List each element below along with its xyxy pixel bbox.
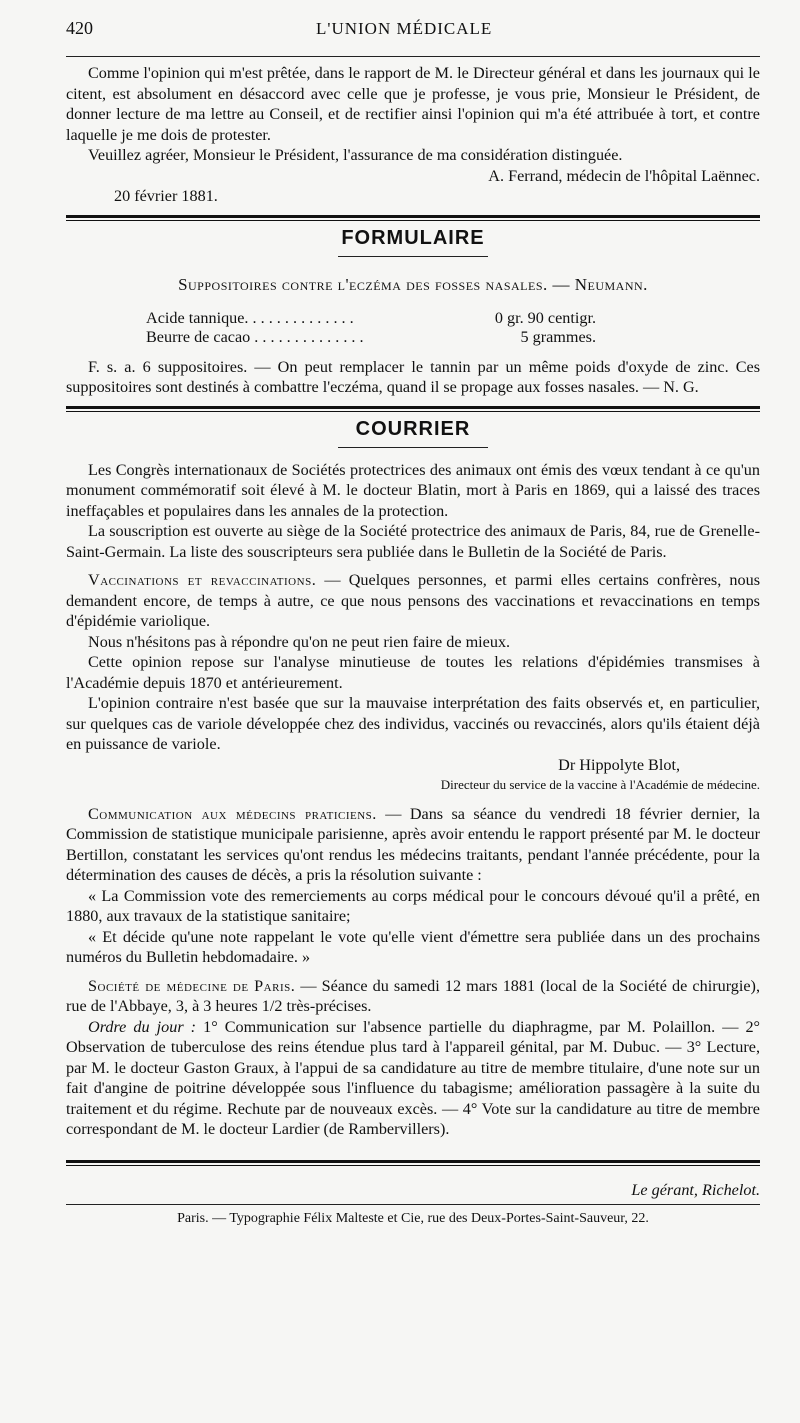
recipe-title: Suppositoires contre l'eczéma des fosses nasales. — Neumann. [178, 274, 648, 294]
ordre-du-jour-text: 1° Communication sur l'absence partielle du diaphragme, par M. Polaillon. — 2° Observation de tuberculose des reins étendue plus tard à l'appareil génital, par M. Dubuc. — 3° Lecture, par M. le docteur Gaston Graux, à l'appui de sa candidature au titre de membre titulaire, d'une note sur un fait d'angine de poitrine développée sous l'influence du tabagisme; amélioration passagère à la suite du traitement et du régime. Rechute par de nouveaux excès. — 4° Vote sur la candidature au titre de membre correspondant de M. le docteur Lardier (de Rambervillers). [66, 1017, 761, 1138]
societe-paragraph [66, 976, 760, 1017]
imprint-rule [66, 1204, 760, 1205]
resolution-paragraph-2: « Et décide qu'une note rappelant le vote qu'elle vient d'émettre sera publiée dans un des prochains numéros du Bulletin hebdomadaire. » [66, 927, 760, 966]
vaccinations-paragraph-2: Nous n'hésitons pas à répondre qu'on ne peut rien faire de mieux. [88, 632, 511, 651]
ingredient-row [146, 328, 596, 347]
societe-text: — Séance du samedi 12 mars 1881 (local de la Société de chirurgie), rue de l'Abbaye, 3, à 3 heures 1/2 très-précises. [66, 976, 760, 1015]
ingredient-row [146, 309, 596, 328]
communication-label: Communication aux médecins praticiens. [88, 804, 377, 823]
societe-label: Société de médecine de Paris. [88, 976, 296, 995]
printer-imprint: Paris. — Typographie Félix Malteste et Cie, rue des Deux-Portes-Saint-Sauveur, 22. [177, 1211, 649, 1226]
vaccinations-paragraph-4: L'opinion contraire n'est basée que sur la mauvaise interprétation des faits observés et, en particulier, sur quelques cas de variole développée chez des individus, vaccinés ou revaccinés, alors qu'ils étaient déjà en puissance de variole. [66, 694, 760, 753]
ingredient-amount: 5 grammes. [520, 327, 596, 346]
page-number: 420 [66, 18, 93, 38]
vaccinations-paragraph [66, 570, 760, 632]
resolution-paragraph-1: « La Commission vote des remerciements au corps médical pour le concours dévoué qu'il a prêté, en 1880, aux travaux de la statistique sanitaire; [66, 886, 760, 925]
ingredient-amount: 0 gr. 90 centigr. [494, 308, 596, 327]
journal-title: L'UNION MÉDICALE [316, 19, 493, 38]
vaccinations-text: — Quelques personnes, et parmi elles certains confrères, nous demandent encore, de temps à autre, ce que nous pensons des vaccinations et revaccinations en temps d'épidémie variolique. [66, 571, 761, 630]
communication-text: — Dans sa séance du vendredi 18 février dernier, la Commission de statistique municipale parisienne, après avoir entendu le rapport présenté par M. le docteur Bertillon, constatant les services qu'ont rendus les médecins traitants, pendant l'année précédente, pour la détermination des causes de décès, a pris la résolution suivante : [66, 804, 760, 884]
communication-paragraph [66, 804, 760, 886]
ingredient-name: Acide tannique. . . . . . . . . . . . . . [146, 308, 354, 327]
letter-paragraph: Comme l'opinion qui m'est prêtée, dans le rapport de M. le Directeur général et dans les journaux qui le citent, est absolument en désaccord avec celle que je professe, je vous prie, Monsieur le Président, de donner lecture de ma lettre au Conseil, et de rectifier ainsi l'opinion qui m'a été attribuée à tort, et contre laquelle je me dois de protester. [66, 64, 760, 144]
letter-closing: Veuillez agréer, Monsieur le Président, l'assurance de ma considération distinguée. [88, 146, 623, 164]
running-head [66, 18, 760, 52]
vaccinations-paragraph-3: Cette opinion repose sur l'analyse minutieuse de toutes les relations d'épidémies transmises à l'Académie depuis 1870 et antérieurement. [66, 653, 760, 692]
souscription-paragraph: La souscription est ouverte au siège de la Société protectrice des animaux de Paris, 84, rue de Grenelle-Saint-Germain. La liste des souscripteurs sera publiée dans le Bulletin de la Société de Paris. [66, 522, 760, 561]
vaccinations-label: Vaccinations et revaccinations. [88, 571, 317, 589]
blot-title: Directeur du service de la vaccine à l'Académie de médecine. [440, 777, 760, 792]
section-rule [66, 406, 760, 412]
section-rule [66, 215, 760, 221]
letter-signature: A. Ferrand, médecin de l'hôpital Laënnec. [488, 166, 760, 185]
courrier-heading: COURRIER [355, 417, 471, 440]
letter-date: 20 février 1881. [114, 187, 218, 205]
heading-underline [338, 256, 488, 257]
blot-signature: Dr Hippolyte Blot, [558, 755, 680, 774]
header-rule [66, 56, 760, 57]
formulaire-heading: FORMULAIRE [341, 226, 485, 249]
ordre-du-jour-paragraph [66, 1017, 760, 1140]
gerant-text: Le gérant, Richelot. [631, 1180, 760, 1199]
heading-underline [338, 447, 488, 448]
footer-rule [66, 1160, 760, 1166]
congres-paragraph: Les Congrès internationaux de Sociétés protectrices des animaux ont émis des vœux tendant à ce qu'un monument commémoratif soit élevé à M. le docteur Blatin, mort à Paris en 1869, qui a laissé des traces ineffaçables et populaires dans les annales de la protection. [66, 460, 760, 520]
ingredient-name: Beurre de cacao . . . . . . . . . . . . . . [146, 327, 364, 346]
ordre-du-jour-label: Ordre du jour : [88, 1017, 197, 1036]
ingredient-list [146, 309, 596, 347]
gerant-signature [66, 1180, 760, 1201]
recipe-instructions: F. s. a. 6 suppositoires. — On peut remplacer le tannin par un même poids d'oxyde de zinc. Ces suppositoires sont destinés à combattre l'eczéma, quand il se propage aux fosses nasales. — N. G. [66, 357, 760, 396]
